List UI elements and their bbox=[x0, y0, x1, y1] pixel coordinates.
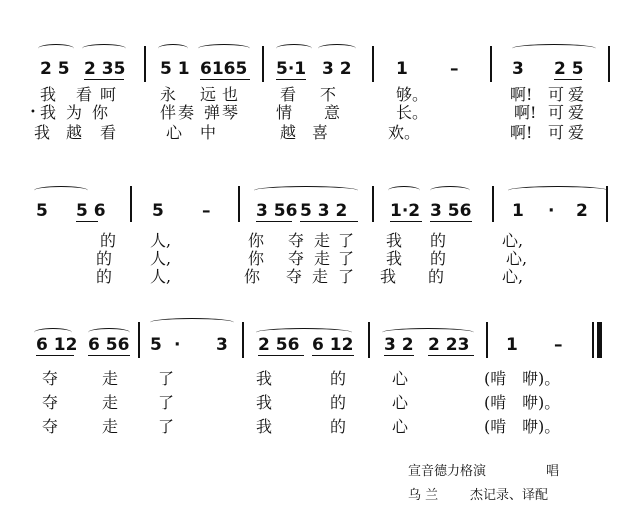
lyric: 咿)。 bbox=[522, 417, 561, 436]
note-group: 5 1 bbox=[160, 59, 190, 79]
beam-underline bbox=[276, 79, 306, 80]
barline bbox=[144, 46, 146, 82]
lyric: 心 bbox=[392, 393, 409, 412]
lyric: 咿)。 bbox=[522, 393, 561, 412]
note-group: 3 bbox=[512, 59, 524, 79]
lyric: 的 bbox=[330, 393, 347, 412]
lyric: 的 bbox=[330, 417, 347, 436]
lyric: 意 bbox=[324, 103, 341, 122]
lyric: 啊! bbox=[510, 85, 533, 104]
lyric: 爱 bbox=[568, 123, 585, 142]
lyric: (啃 bbox=[484, 369, 507, 388]
lyric: 夺 bbox=[288, 249, 305, 268]
lyric: 的 bbox=[100, 231, 117, 250]
slur bbox=[254, 186, 358, 195]
lyric: 人, bbox=[150, 249, 172, 268]
lyric: 我 bbox=[386, 231, 403, 250]
note-group: 3 bbox=[216, 335, 228, 355]
slur bbox=[198, 44, 250, 53]
singer-credit: 宣音德力格演 bbox=[408, 464, 487, 479]
note-group: 2 5 bbox=[554, 59, 584, 79]
lyric: 我 bbox=[256, 369, 273, 388]
lyric: 啊! bbox=[510, 123, 533, 142]
lyric: 心, bbox=[506, 249, 528, 268]
beam-underline bbox=[88, 355, 130, 356]
lyric: 可 bbox=[548, 123, 565, 142]
lyric: 的 bbox=[96, 267, 113, 286]
lyric: 也 bbox=[222, 85, 239, 104]
lyric: 欢。 bbox=[388, 123, 421, 142]
lyric: 走 bbox=[102, 393, 119, 412]
lyric: 了 bbox=[158, 393, 175, 412]
note-group: 3 56 bbox=[256, 201, 298, 221]
lyric: 夺 bbox=[42, 393, 59, 412]
lyric: 心 bbox=[166, 123, 183, 142]
lyric: 的 bbox=[330, 369, 347, 388]
note-group: 5·1 bbox=[276, 59, 307, 79]
lyric: (啃 bbox=[484, 393, 507, 412]
slur bbox=[276, 44, 312, 53]
note-group: 1·2 bbox=[390, 201, 421, 221]
note-group: 2 23 bbox=[428, 335, 470, 355]
lyric: 心 bbox=[392, 417, 409, 436]
note-group: 3 56 bbox=[430, 201, 472, 221]
slur bbox=[150, 318, 234, 327]
lyric: 可 bbox=[548, 85, 565, 104]
lyric: 了 bbox=[338, 231, 355, 250]
note-group: – bbox=[450, 59, 459, 79]
beam-underline bbox=[84, 79, 124, 80]
beam-underline bbox=[390, 221, 422, 222]
beam-underline bbox=[200, 79, 250, 80]
beam-underline bbox=[300, 221, 358, 222]
beam-underline bbox=[312, 355, 354, 356]
note-group: 5 bbox=[152, 201, 164, 221]
lyric: 永 bbox=[160, 85, 177, 104]
lyric: 爱 bbox=[568, 103, 585, 122]
lyric: 你 bbox=[92, 103, 109, 122]
beam-underline bbox=[554, 79, 582, 80]
lyric: 人, bbox=[150, 267, 172, 286]
note-group: 2 5 bbox=[40, 59, 70, 79]
note-group: 6 12 bbox=[36, 335, 78, 355]
lyric: 的 bbox=[430, 249, 447, 268]
lyric: 我 bbox=[40, 85, 57, 104]
lyric: 不 bbox=[320, 85, 337, 104]
barline bbox=[262, 46, 264, 82]
recorder-credit: 乌 兰 bbox=[408, 488, 439, 503]
barline bbox=[492, 186, 494, 222]
note-group: 6165 bbox=[200, 59, 248, 79]
note-group: 1 bbox=[396, 59, 408, 79]
slur bbox=[508, 186, 608, 195]
final-barline bbox=[597, 322, 602, 358]
note-group: 5 6 bbox=[76, 201, 106, 221]
beam-underline bbox=[36, 355, 74, 356]
barline bbox=[486, 322, 488, 358]
lyric: 人, bbox=[150, 231, 172, 250]
lyric: 看 bbox=[280, 85, 297, 104]
lyric: 远 bbox=[200, 85, 217, 104]
lyric: 为 bbox=[66, 103, 83, 122]
barline bbox=[372, 46, 374, 82]
lyric: 你 bbox=[248, 231, 265, 250]
lyric: 呵 bbox=[100, 85, 117, 104]
lyric: 伴 bbox=[160, 103, 177, 122]
note-group: 5 bbox=[36, 201, 48, 221]
beam-underline bbox=[428, 355, 474, 356]
barline bbox=[592, 322, 594, 358]
barline bbox=[606, 186, 608, 222]
note-group: 1 bbox=[512, 201, 524, 221]
barline bbox=[490, 46, 492, 82]
lyric: • bbox=[30, 107, 36, 118]
barline bbox=[608, 46, 610, 82]
lyric: 走 bbox=[314, 231, 331, 250]
beam-underline bbox=[258, 355, 304, 356]
lyric: 走 bbox=[102, 417, 119, 436]
lyric: 夺 bbox=[42, 417, 59, 436]
lyric: 弹 bbox=[204, 103, 221, 122]
beam-underline bbox=[256, 221, 292, 222]
singer-role: 唱 bbox=[546, 464, 560, 479]
lyric: 越 bbox=[66, 123, 83, 142]
note-group: · bbox=[548, 201, 555, 221]
lyric: 的 bbox=[96, 249, 113, 268]
lyric: 我 bbox=[34, 123, 51, 142]
note-group: 3 2 bbox=[322, 59, 352, 79]
lyric: 夺 bbox=[288, 231, 305, 250]
barline bbox=[138, 322, 140, 358]
lyric: (啃 bbox=[484, 417, 507, 436]
note-group: 5 bbox=[150, 335, 162, 355]
lyric: 了 bbox=[158, 369, 175, 388]
lyric: 的 bbox=[428, 267, 445, 286]
lyric: 越 bbox=[280, 123, 297, 142]
note-group: 2 bbox=[576, 201, 588, 221]
lyric: 情 bbox=[276, 103, 293, 122]
lyric: 中 bbox=[200, 123, 217, 142]
note-group: 1 bbox=[506, 335, 518, 355]
beam-underline bbox=[384, 355, 414, 356]
note-group: – bbox=[554, 335, 563, 355]
barline bbox=[238, 186, 240, 222]
lyric: 咿)。 bbox=[522, 369, 561, 388]
lyric: 了 bbox=[338, 267, 355, 286]
note-group: 3 2 bbox=[384, 335, 414, 355]
lyric: 琴 bbox=[222, 103, 239, 122]
lyric: 看 bbox=[100, 123, 117, 142]
note-group: 5 3 2 bbox=[300, 201, 348, 221]
lyric: 夺 bbox=[286, 267, 303, 286]
note-group: 6 12 bbox=[312, 335, 354, 355]
slur bbox=[34, 186, 88, 195]
lyric: 心, bbox=[502, 267, 524, 286]
lyric: 心 bbox=[392, 369, 409, 388]
lyric: 了 bbox=[158, 417, 175, 436]
lyric: 看 bbox=[76, 85, 93, 104]
recorder-role: 杰记录、译配 bbox=[470, 488, 549, 503]
lyric: 心, bbox=[502, 231, 524, 250]
slur bbox=[512, 44, 596, 53]
note-group: · bbox=[174, 335, 181, 355]
slur bbox=[158, 44, 188, 53]
slur bbox=[318, 44, 356, 53]
lyric: 我 bbox=[386, 249, 403, 268]
slur bbox=[388, 186, 420, 195]
note-group: 2 35 bbox=[84, 59, 126, 79]
lyric: 长。 bbox=[396, 103, 429, 122]
beam-underline bbox=[430, 221, 472, 222]
slur bbox=[430, 186, 470, 195]
lyric: 走 bbox=[102, 369, 119, 388]
barline bbox=[130, 186, 132, 222]
lyric: 的 bbox=[430, 231, 447, 250]
lyric: 走 bbox=[312, 267, 329, 286]
lyric: 啊! bbox=[514, 103, 537, 122]
slur bbox=[82, 44, 126, 53]
lyric: 奏 bbox=[178, 103, 195, 122]
lyric: 可 bbox=[548, 103, 565, 122]
lyric: 了 bbox=[338, 249, 355, 268]
beam-underline bbox=[76, 221, 98, 222]
lyric: 我 bbox=[256, 393, 273, 412]
note-group: – bbox=[202, 201, 211, 221]
lyric: 爱 bbox=[568, 85, 585, 104]
slur bbox=[38, 44, 74, 53]
note-group: 6 56 bbox=[88, 335, 130, 355]
lyric: 你 bbox=[244, 267, 261, 286]
barline bbox=[372, 186, 374, 222]
lyric: 喜 bbox=[312, 123, 329, 142]
lyric: 夺 bbox=[42, 369, 59, 388]
barline bbox=[368, 322, 370, 358]
lyric: 够。 bbox=[396, 85, 429, 104]
lyric: 你 bbox=[248, 249, 265, 268]
lyric: 我 bbox=[40, 103, 57, 122]
lyric: 走 bbox=[314, 249, 331, 268]
lyric: 我 bbox=[380, 267, 397, 286]
lyric: 我 bbox=[256, 417, 273, 436]
note-group: 2 56 bbox=[258, 335, 300, 355]
barline bbox=[242, 322, 244, 358]
